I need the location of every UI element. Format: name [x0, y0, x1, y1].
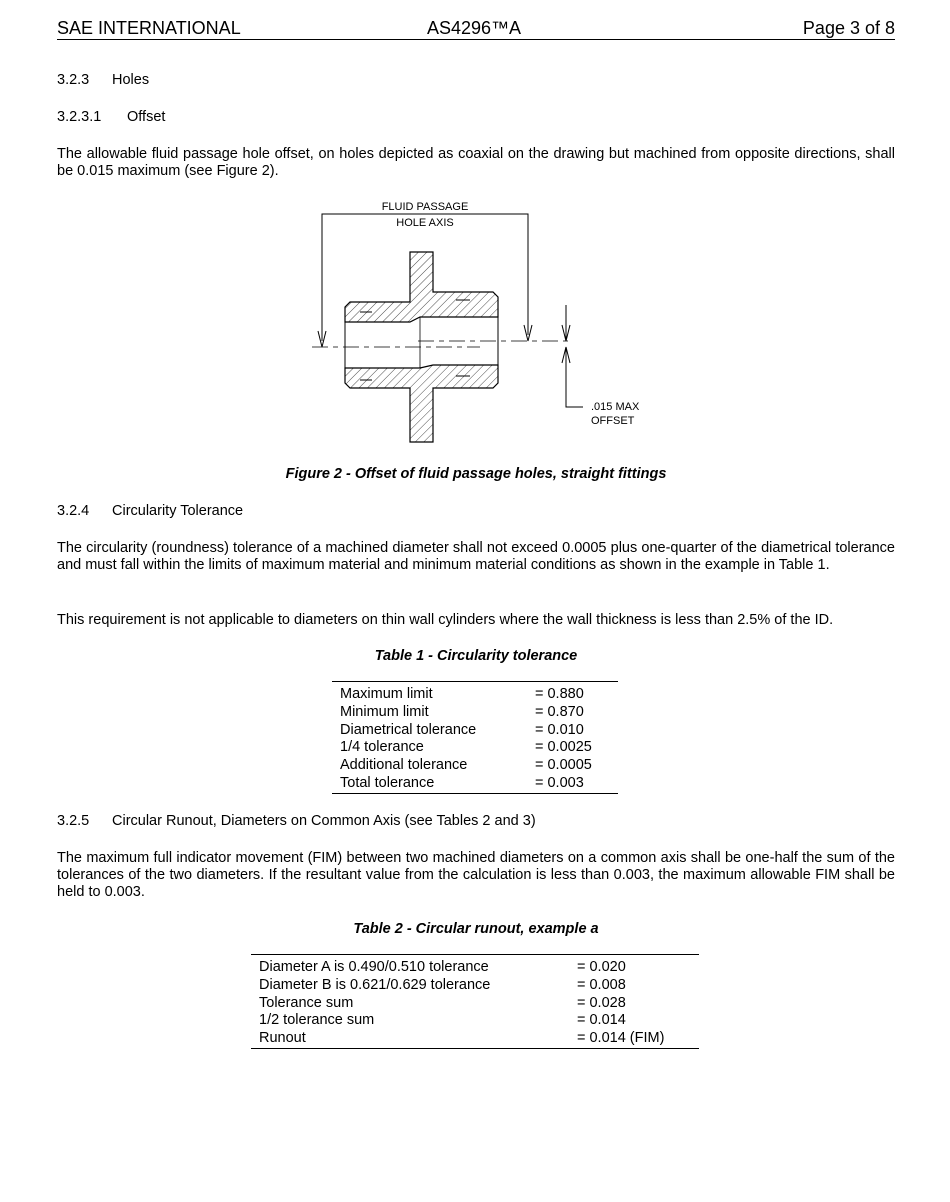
section-number: 3.2.4: [57, 503, 90, 519]
table-1-circularity: [332, 681, 618, 794]
page-header: [57, 17, 895, 40]
header-org: SAE INTERNATIONAL: [57, 18, 241, 38]
row-label: Minimum limit: [340, 703, 429, 720]
table-row: [332, 722, 618, 740]
row-value: = 0.870: [535, 703, 584, 720]
table-row: [332, 775, 618, 793]
row-label: Total tolerance: [340, 774, 435, 791]
row-value: = 0.0005: [535, 757, 592, 774]
section-title: Circularity Tolerance: [112, 503, 244, 519]
section-3-2-3-1-heading: [57, 109, 165, 126]
table-2-caption: Table 2 - Circular runout, example a: [353, 921, 599, 937]
offset-paragraph: The allowable fluid passage hole offset, on holes depicted as coaxial on the drawing but machined from opposite directions, shall be 0.015 maximum (see Figure 2).: [57, 146, 895, 179]
table-row: [251, 995, 699, 1013]
row-value: = 0.020: [577, 959, 626, 975]
label-offset: OFFSET: [591, 415, 635, 427]
label-max: .015 MAX: [591, 401, 640, 413]
table-2-circular-runout: [251, 954, 699, 1049]
row-label: Diameter A is 0.490/0.510 tolerance: [259, 959, 489, 975]
row-label: Diametrical tolerance: [340, 721, 477, 738]
row-label: Tolerance sum: [259, 994, 354, 1011]
table-row: [251, 955, 699, 977]
row-label: Maximum limit: [340, 686, 433, 702]
section-3-2-4-heading: [57, 503, 243, 520]
table-row: [332, 682, 618, 704]
row-label: 1/2 tolerance sum: [259, 1012, 375, 1029]
row-value: = 0.014: [577, 1012, 626, 1029]
figure-2-caption: Figure 2 - Offset of fluid passage holes, straight fittings: [285, 466, 667, 482]
section-number: 3.2.3.1: [57, 109, 102, 125]
row-value: = 0.008: [577, 976, 626, 993]
row-value: = 0.0025: [535, 739, 592, 756]
row-label: Runout: [259, 1030, 306, 1047]
section-3-2-5-heading: [57, 813, 536, 830]
row-value: = 0.003: [535, 774, 584, 791]
header-doc-id: AS4296™A: [427, 18, 522, 38]
table-row: [251, 1012, 699, 1030]
section-number: 3.2.3: [57, 72, 90, 88]
table-row: [332, 704, 618, 722]
row-value: = 0.014 (FIM): [577, 1030, 665, 1047]
table-row: [251, 1030, 699, 1048]
section-number: 3.2.5: [57, 813, 90, 829]
circularity-paragraph-1: The circularity (roundness) tolerance of a machined diameter shall not exceed 0.0005 plus one-quarter of the diametrical tolerance and must fall within the limits of maximum material and minimum material conditions as shown in the example in Table 1.: [57, 540, 895, 573]
label-hole-axis: HOLE AXIS: [396, 217, 454, 229]
runout-paragraph: The maximum full indicator movement (FIM) between two machined diameters on a common axis shall be one-half the sum of the tolerances of the two diameters. If the resultant value from the calculation is less than 0.003, the maximum allowable FIM shall be held to 0.003.: [57, 850, 895, 900]
section-title: Offset: [127, 109, 166, 125]
label-fluid-passage: FLUID PASSAGE: [381, 201, 469, 213]
row-label: 1/4 tolerance: [340, 739, 424, 756]
header-page-number: Page 3 of 8: [802, 18, 895, 38]
table-row: [332, 757, 618, 775]
figure-2-drawing: [0, 195, 950, 455]
section-title: Circular Runout, Diameters on Common Axis (see Tables 2 and 3): [112, 813, 536, 829]
row-value: = 0.028: [577, 994, 626, 1011]
row-value: = 0.880: [535, 686, 584, 702]
row-value: = 0.010: [535, 721, 584, 738]
section-title: Holes: [112, 72, 150, 88]
circularity-paragraph-2: This requirement is not applicable to diameters on thin wall cylinders where the wall thickness is less than 2.5% of the ID.: [57, 612, 834, 628]
table-1-caption: Table 1 - Circularity tolerance: [374, 648, 578, 664]
row-label: Diameter B is 0.621/0.629 tolerance: [259, 976, 491, 993]
section-3-2-3-heading: [57, 72, 149, 89]
table-row: [332, 739, 618, 757]
table-row: [251, 977, 699, 995]
row-label: Additional tolerance: [340, 757, 468, 774]
